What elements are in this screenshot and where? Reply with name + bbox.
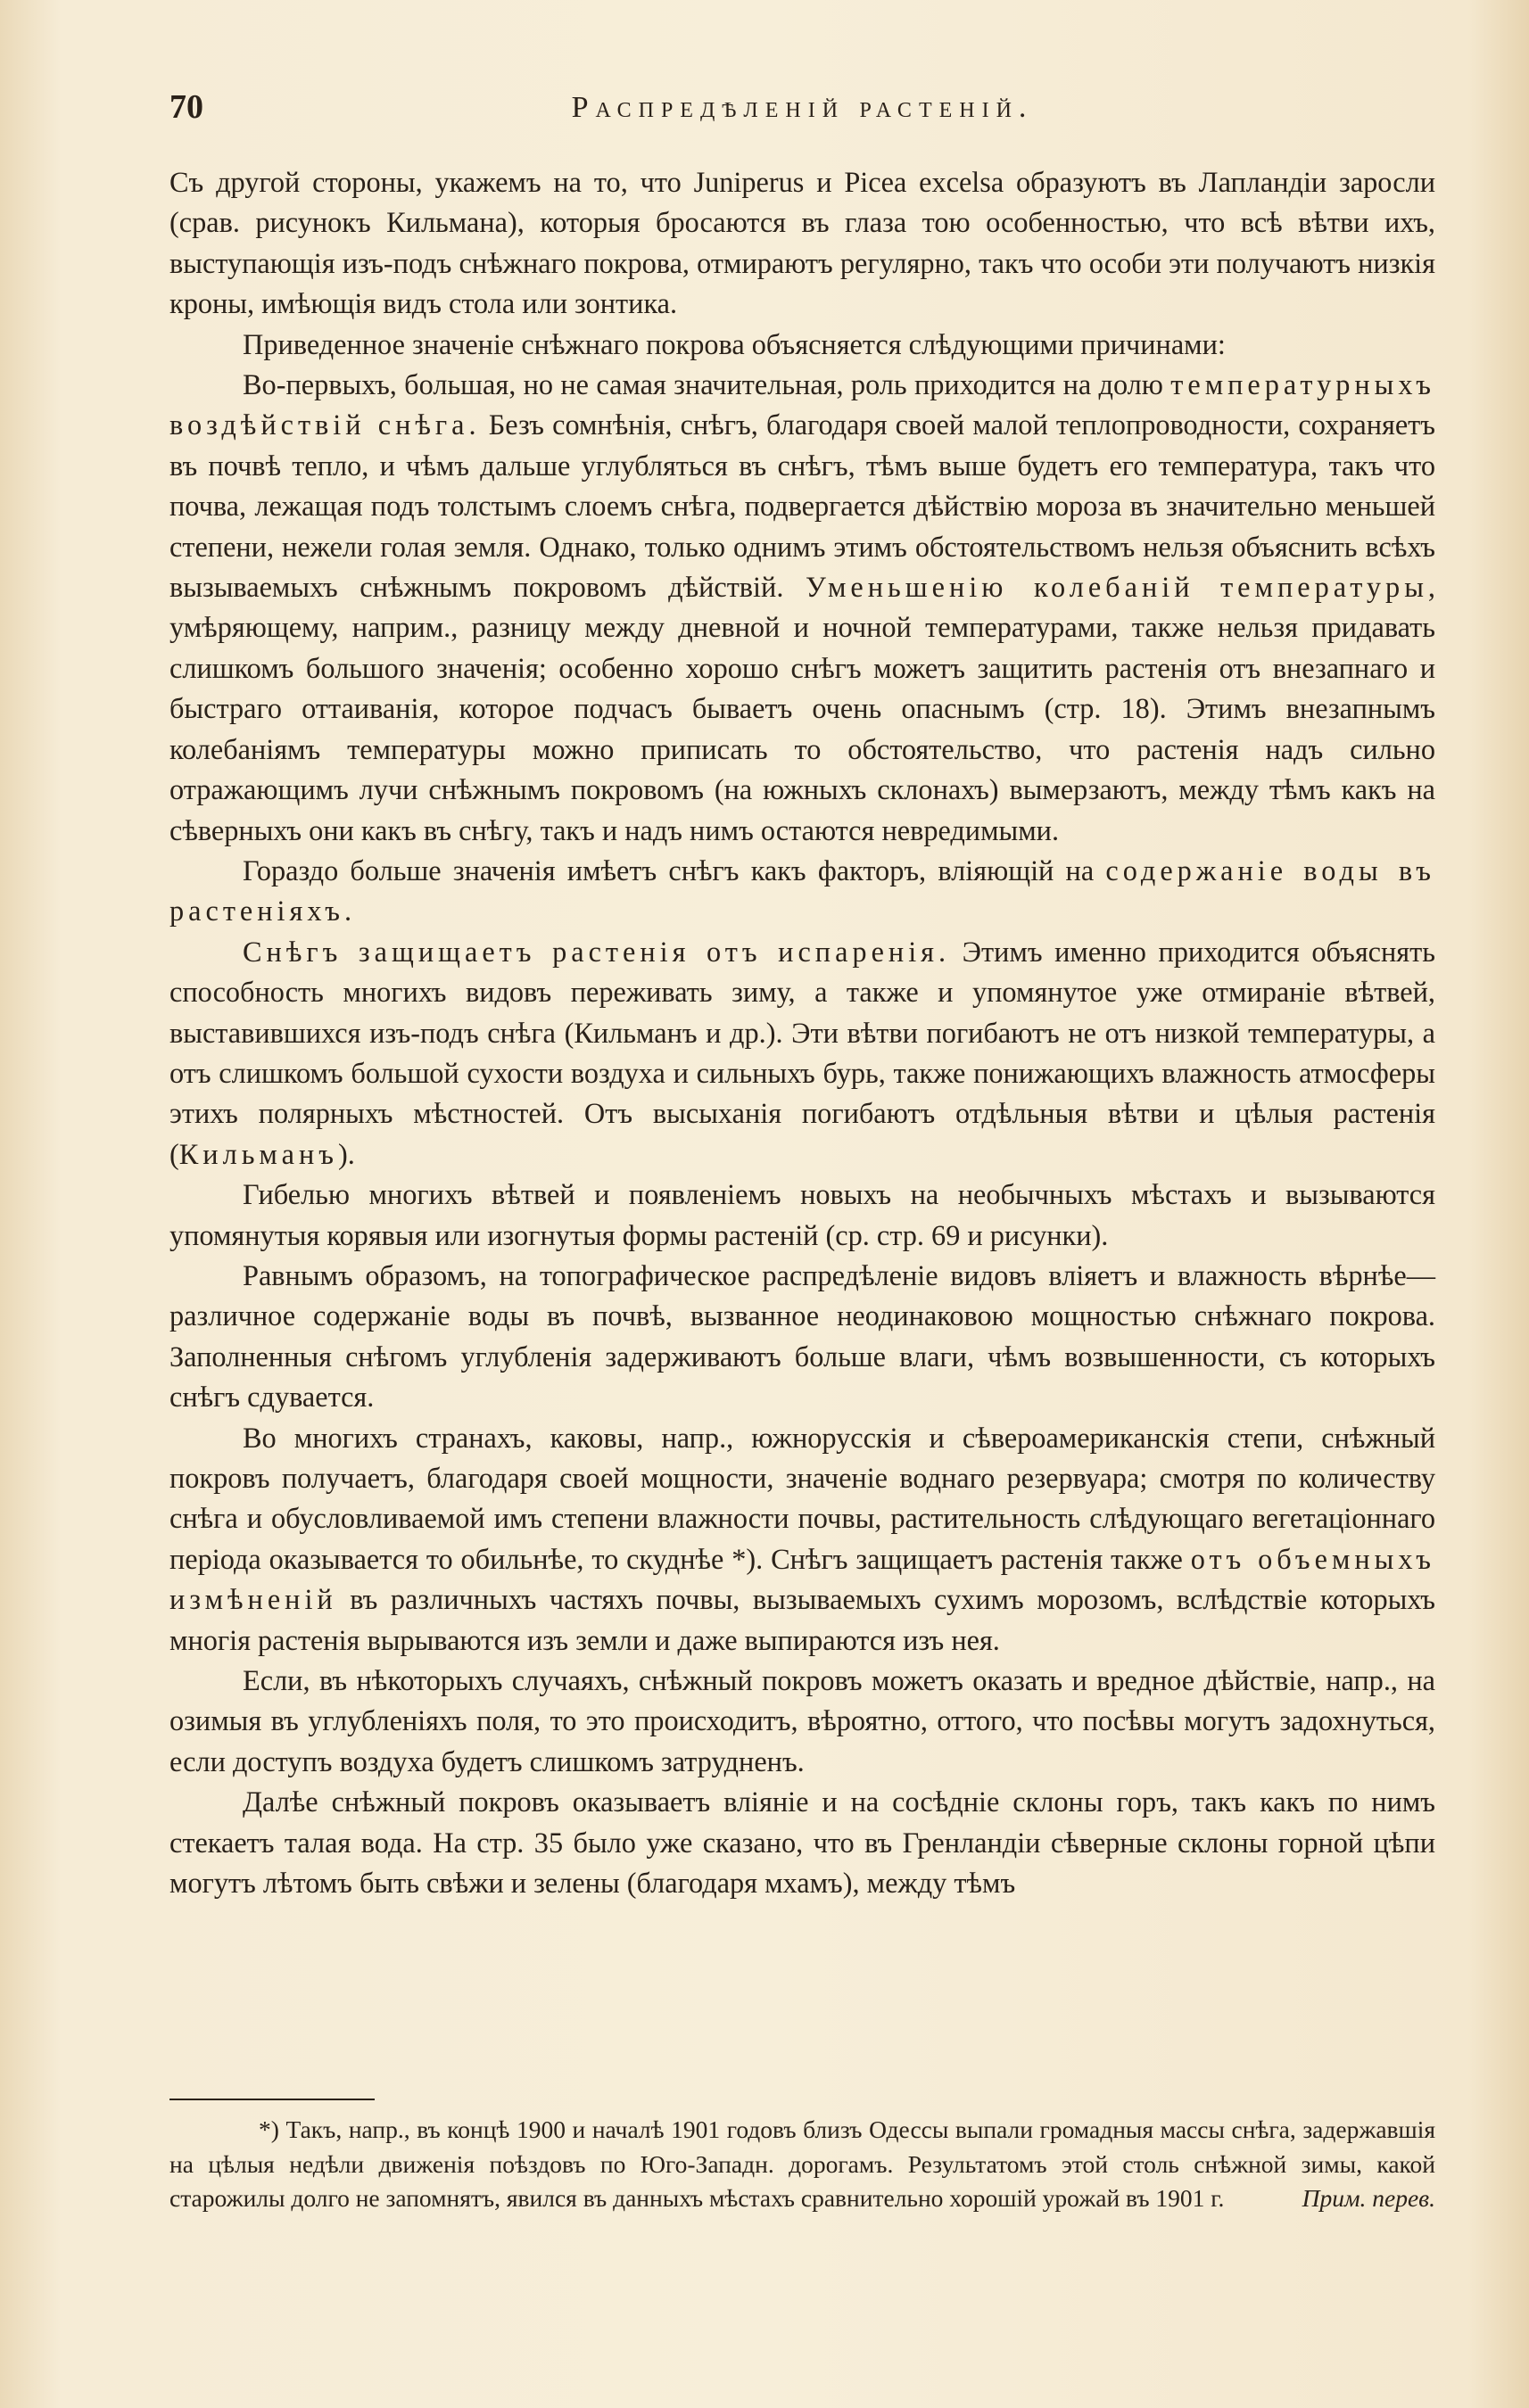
footnote-text: *) Такъ, напр., въ концѣ 1900 и началѣ 1901 годовъ близъ Одессы выпали громадныя массы снѣга, задержавшія на цѣлыя недѣли движенія поѣздовъ по Юго-Западн. дорогамъ. Результатомъ этой столь снѣжной зимы, какой старожилы долго не запомнятъ, явился въ данныхъ мѣстахъ сравнительно хорошій урожай въ 1901 г.	[169, 2115, 1435, 2212]
paragraph: Снѣгъ защищаетъ растенія отъ испаренія. Этимъ именно приходится объяснять способность многихъ видовъ переживать зиму, а также и упомянутое уже отмираніе вѣтвей, выставившихся изъ-подъ снѣга (Кильманъ и др.). Эти вѣтви погибаютъ не отъ низкой температуры, а отъ слишкомъ большой сухости воздуха и сильныхъ бурь, также понижающихъ влажность атмосферы этихъ полярныхъ мѣстностей. Отъ высыханія погибаютъ отдѣльныя вѣтви и цѣлыя растенія (Кильманъ).	[169, 935, 1435, 1170]
paragraph: Съ другой стороны, укажемъ на то, что Juniperus и Picea excelsa образуютъ въ Лапландіи заросли (срав. рисунокъ Кильмана), которыя бросаются въ глаза тою особенностью, что всѣ вѣтви ихъ, выступающія изъ-подъ снѣжнаго покрова, отмираютъ регулярно, такъ что особи эти получаютъ низкія кроны, имѣющія видъ стола или зонтика.	[169, 166, 1435, 320]
spaced-emphasis: температурныхъ воздѣйствій снѣга.	[169, 368, 1435, 441]
paragraph: Во-первыхъ, большая, но не самая значительная, роль приходится на долю температурныхъ воздѣйствій снѣга. Безъ сомнѣнія, снѣгъ, благодаря своей малой теплопроводности, сохраняетъ въ почвѣ тепло, и чѣмъ дальше углубляться въ снѣгъ, тѣмъ выше будетъ его температура, такъ что почва, лежащая подъ толстымъ слоемъ снѣга, подвергается дѣйствію мороза въ значительно меньшей степени, нежели голая земля. Однако, только однимъ этимъ обстоятельствомъ нельзя объяснить всѣхъ вызываемыхъ снѣжнымъ покровомъ дѣйствій. Уменьшенію колебаній температуры, умѣряющему, наприм., разницу между дневной и ночной температурами, также нельзя придавать слишкомъ большого значенія; особенно хорошо снѣгъ можетъ защитить растенія отъ внезапнаго и быстраго оттаиванія, которое подчасъ бываетъ очень опаснымъ (стр. 18). Этимъ внезапнымъ колебаніямъ температуры можно приписать то обстоятельство, что растенія надъ сильно отражающимъ лучи снѣжнымъ покровомъ (на южныхъ склонахъ) вымерзаютъ, между тѣмъ какъ на сѣверныхъ они какъ въ снѣгу, такъ и надъ нимъ остаются невредимыми.	[169, 368, 1435, 846]
page-number: 70	[169, 88, 203, 126]
paragraph: Гибелью многихъ вѣтвей и появленіемъ новыхъ на необычныхъ мѣстахъ и вызываются упомянутыя корявыя или изогнутыя формы растеній (ср. стр. 69 и рисунки).	[169, 1178, 1435, 1251]
paragraph: Если, въ нѣкоторыхъ случаяхъ, снѣжный покровъ можетъ оказать и вредное дѣйствіе, напр., на озимыя въ углубленіяхъ поля, то это происходитъ, вѣроятно, оттого, что посѣвы могутъ задохнуться, если доступъ воздуха будетъ слишкомъ затрудненъ.	[169, 1664, 1435, 1777]
body-text	[169, 162, 1435, 1903]
spaced-emphasis: отъ объемныхъ измѣненій	[169, 1542, 1435, 1616]
paragraph: Гораздо больше значенія имѣетъ снѣгъ какъ факторъ, вліяющій на содержаніе воды въ растеніяхъ.	[169, 854, 1435, 928]
spaced-emphasis: Кильманъ	[178, 1137, 338, 1170]
page-header	[169, 87, 1435, 141]
paragraph: Равнымъ образомъ, на топографическое распредѣленіе видовъ вліяетъ и влажность вѣрнѣе—различное содержаніе воды въ почвѣ, вызванное неодинаковою мощностью снѣжнаго покрова. Заполненныя снѣгомъ углубленія задерживаютъ больше влаги, чѣмъ возвышенности, съ которыхъ снѣгъ сдувается.	[169, 1258, 1435, 1414]
translator-note-signature: Прим. перев.	[1302, 2184, 1435, 2212]
spaced-emphasis: Снѣгъ защищаетъ растенія отъ испаренія.	[243, 935, 951, 968]
footnote	[169, 2113, 1435, 2216]
paragraph: Во многихъ странахъ, каковы, напр., южнорусскія и сѣвероамериканскія степи, снѣжный покровъ получаетъ, благодаря своей мощности, значеніе воднаго резервуара; смотря по количеству снѣга и обусловливаемой имъ степени влажности почвы, растительность слѣдующаго вегетаціоннаго періода оказывается то обильнѣе, то скуднѣе *). Снѣгъ защищаетъ растенія также отъ объемныхъ измѣненій въ различныхъ частяхъ почвы, вызываемыхъ сухимъ морозомъ, вслѣдствіе которыхъ многія растенія вырываются изъ земли и даже выпираются изъ нея.	[169, 1421, 1435, 1656]
spaced-emphasis: Уменьшенію колебаній температуры	[805, 571, 1428, 604]
spaced-emphasis: содержаніе воды въ растеніяхъ.	[169, 854, 1435, 928]
paragraph: Далѣе снѣжный покровъ оказываетъ вліяніе и на сосѣдніе склоны горъ, такъ какъ по нимъ стекаетъ талая вода. На стр. 35 было уже сказано, что въ Гренландіи сѣверные склоны горной цѣпи могутъ лѣтомъ быть свѣжи и зелены (благодаря мхамъ), между тѣмъ	[169, 1785, 1435, 1900]
paragraph: Приведенное значеніе снѣжнаго покрова объясняется слѣдующими причинами:	[243, 327, 1226, 360]
footnote-divider	[169, 2099, 375, 2100]
running-title: Распредѣленій растеній.	[571, 91, 1034, 124]
